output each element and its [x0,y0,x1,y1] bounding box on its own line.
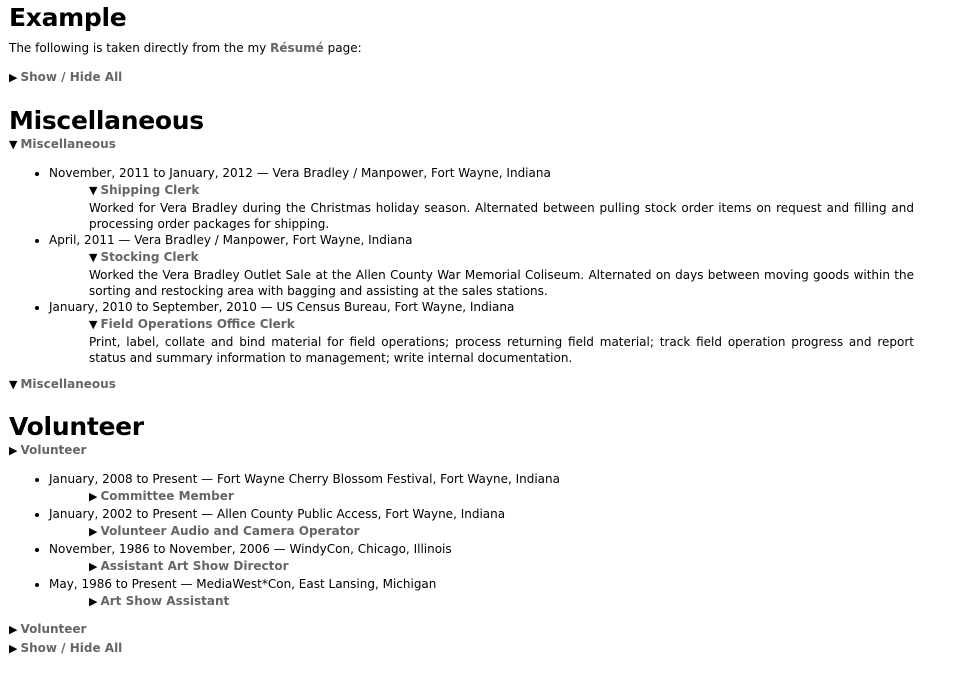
role-title-toggle[interactable]: ▶ Volunteer Audio and Camera Operator [89,524,360,538]
expanded-arrow-icon: ▼ [89,318,98,331]
show-hide-all-toggle-bottom[interactable]: ▶ Show / Hide All [9,641,123,655]
list-item: • November, 1986 to November, 2006 — WindyCon, Chicago, Illinois ▶ Assistant Art Show Director [49,541,944,576]
collapsed-arrow-icon: ▶ [89,560,98,573]
volunteer-toggle[interactable]: ▶ Volunteer [9,443,87,457]
expanded-arrow-icon: ▼ [9,138,18,151]
role-title-toggle[interactable]: ▶ Art Show Assistant [89,594,230,608]
list-item: • April, 2011 — Vera Bradley / Manpower, Fort Wayne, Indiana ▼ Stocking Clerk Worked the Vera Bradley Outlet Sale at the Allen County War Memorial Coliseum. Alternated on days between moving goods within the sorting and restocking area with bagging and assisting at the sales stations. [49,232,944,299]
volunteer-toggle-bottom[interactable]: ▶ Volunteer [9,622,87,636]
list-item: • January, 2002 to Present — Allen County Public Access, Fort Wayne, Indiana ▶ Volunteer Audio and Camera Operator [49,506,944,541]
job-title-toggle[interactable]: ▼ Field Operations Office Clerk [89,317,295,331]
miscellaneous-toggle[interactable]: ▼ Miscellaneous [9,137,116,151]
expanded-arrow-icon: ▼ [89,251,98,264]
list-item: • May, 1986 to Present — MediaWest*Con, East Lansing, Michigan ▶ Art Show Assistant [49,576,944,611]
list-item: • January, 2010 to September, 2010 — US Census Bureau, Fort Wayne, Indiana ▼ Field Operations Office Clerk Print, label, collate and bind material for field operations; process returning field material; track field operation progress and report status and summary information to management; write internal documentation. [49,299,944,366]
collapsed-arrow-icon: ▶ [9,642,18,655]
volunteer-heading: Volunteer [9,412,144,441]
list-item: • November, 2011 to January, 2012 — Vera Bradley / Manpower, Fort Wayne, Indiana ▼ Shipping Clerk Worked for Vera Bradley during the Christmas holiday season. Alternated between pulling stock order items on request and filling and processing order packages for shipping. [49,165,944,232]
intro-text: The following is taken directly from the my Résumé page: [9,41,362,55]
job-detail [89,181,944,232]
job-title-toggle[interactable]: ▼ Shipping Clerk [89,183,200,197]
collapsed-arrow-icon: ▶ [9,623,18,636]
resume-link[interactable]: Résumé [270,41,324,55]
role-detail [89,592,944,611]
show-hide-all-toggle[interactable]: ▶ Show / Hide All [9,70,123,84]
expanded-arrow-icon: ▼ [89,184,98,197]
role-detail [89,557,944,576]
miscellaneous-list [9,165,944,366]
example-heading: Example [9,3,127,32]
miscellaneous-heading: Miscellaneous [9,106,204,135]
collapsed-arrow-icon: ▶ [89,595,98,608]
collapsed-arrow-icon: ▶ [9,444,18,457]
expanded-arrow-icon: ▼ [9,378,18,391]
collapsed-arrow-icon: ▶ [89,525,98,538]
collapsed-arrow-icon: ▶ [89,490,98,503]
job-description: Worked for Vera Bradley during the Christmas holiday season. Alternated between pulling stock order items on request and filling and processing order packages for shipping. [89,201,914,231]
job-detail [89,248,944,299]
role-title-toggle[interactable]: ▶ Committee Member [89,489,234,503]
role-detail [89,522,944,541]
miscellaneous-toggle-bottom[interactable]: ▼ Miscellaneous [9,377,116,391]
job-description: Worked the Vera Bradley Outlet Sale at the Allen County War Memorial Coliseum. Alternated on days between moving goods within the sorting and restocking area with bagging and assisting at the sales stations. [89,268,914,298]
volunteer-list [9,471,944,611]
collapsed-arrow-icon: ▶ [9,71,18,84]
job-detail [89,315,944,366]
list-item: • January, 2008 to Present — Fort Wayne Cherry Blossom Festival, Fort Wayne, Indiana ▶ Committee Member [49,471,944,506]
job-title-toggle[interactable]: ▼ Stocking Clerk [89,250,199,264]
job-description: Print, label, collate and bind material for field operations; process returning field material; track field operation progress and report status and summary information to management; write internal documentation. [89,335,914,365]
role-title-toggle[interactable]: ▶ Assistant Art Show Director [89,559,289,573]
role-detail [89,487,944,506]
